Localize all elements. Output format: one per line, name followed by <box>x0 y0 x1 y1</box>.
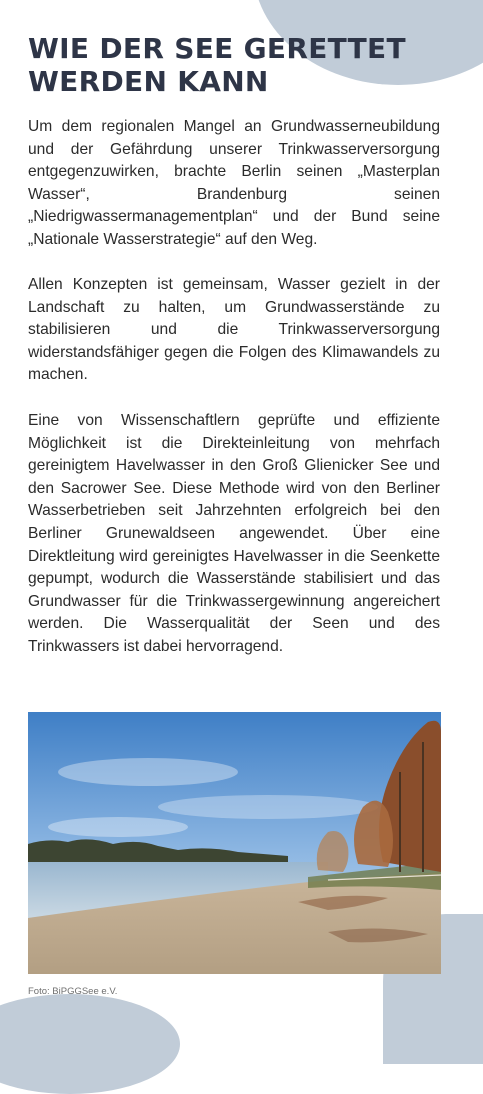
photo-credit: Foto: BiPGGSee e.V. <box>28 986 118 997</box>
lake-shore-photo <box>28 712 441 974</box>
paragraph-masterplans: Um dem regionalen Mangel an Grundwasserneubildung und der Gefährdung unserer Trinkwasserversorgung entgegenzuwirken, brachte Berlin seinen „Masterplan Wasser“, Brandenburg seinen „Niedrigwassermanagementplan“ und der Bund seine „Nationale Wasserstrategie“ auf den Weg. <box>28 118 440 248</box>
page-title: WIE DER SEE GERETTET WERDEN KANN <box>28 32 406 98</box>
paragraph-direct-feed: Eine von Wissenschaftlern geprüfte und effiziente Möglichkeit ist die Direkteinleitung von mehrfach gereinigtem Havelwasser in den Groß Glienicker See und den Sacrower See. Diese Methode wird von den Berliner Wasserbetrieben seit Jahrzehnten erfolgreich bei den Berliner Grunewaldseen angewendet. Über eine Direktleitung wird gereinigtes Havelwasser in die Seenkette gepumpt, wodurch die Wasserstände stabilisiert und das Grundwasser für die Trinkwassergewinnung angereichert werden. Die Wasserqualität der Seen und des Trinkwassers ist dabei hervorragend. <box>28 412 440 655</box>
paragraph-concepts: Allen Konzepten ist gemeinsam, Wasser gezielt in der Landschaft zu halten, um Grundwasserstände zu stabilisieren und die Trinkwasserversorgung widerstandsfähiger gegen die Folgen des Klimawandels zu machen. <box>28 276 440 384</box>
